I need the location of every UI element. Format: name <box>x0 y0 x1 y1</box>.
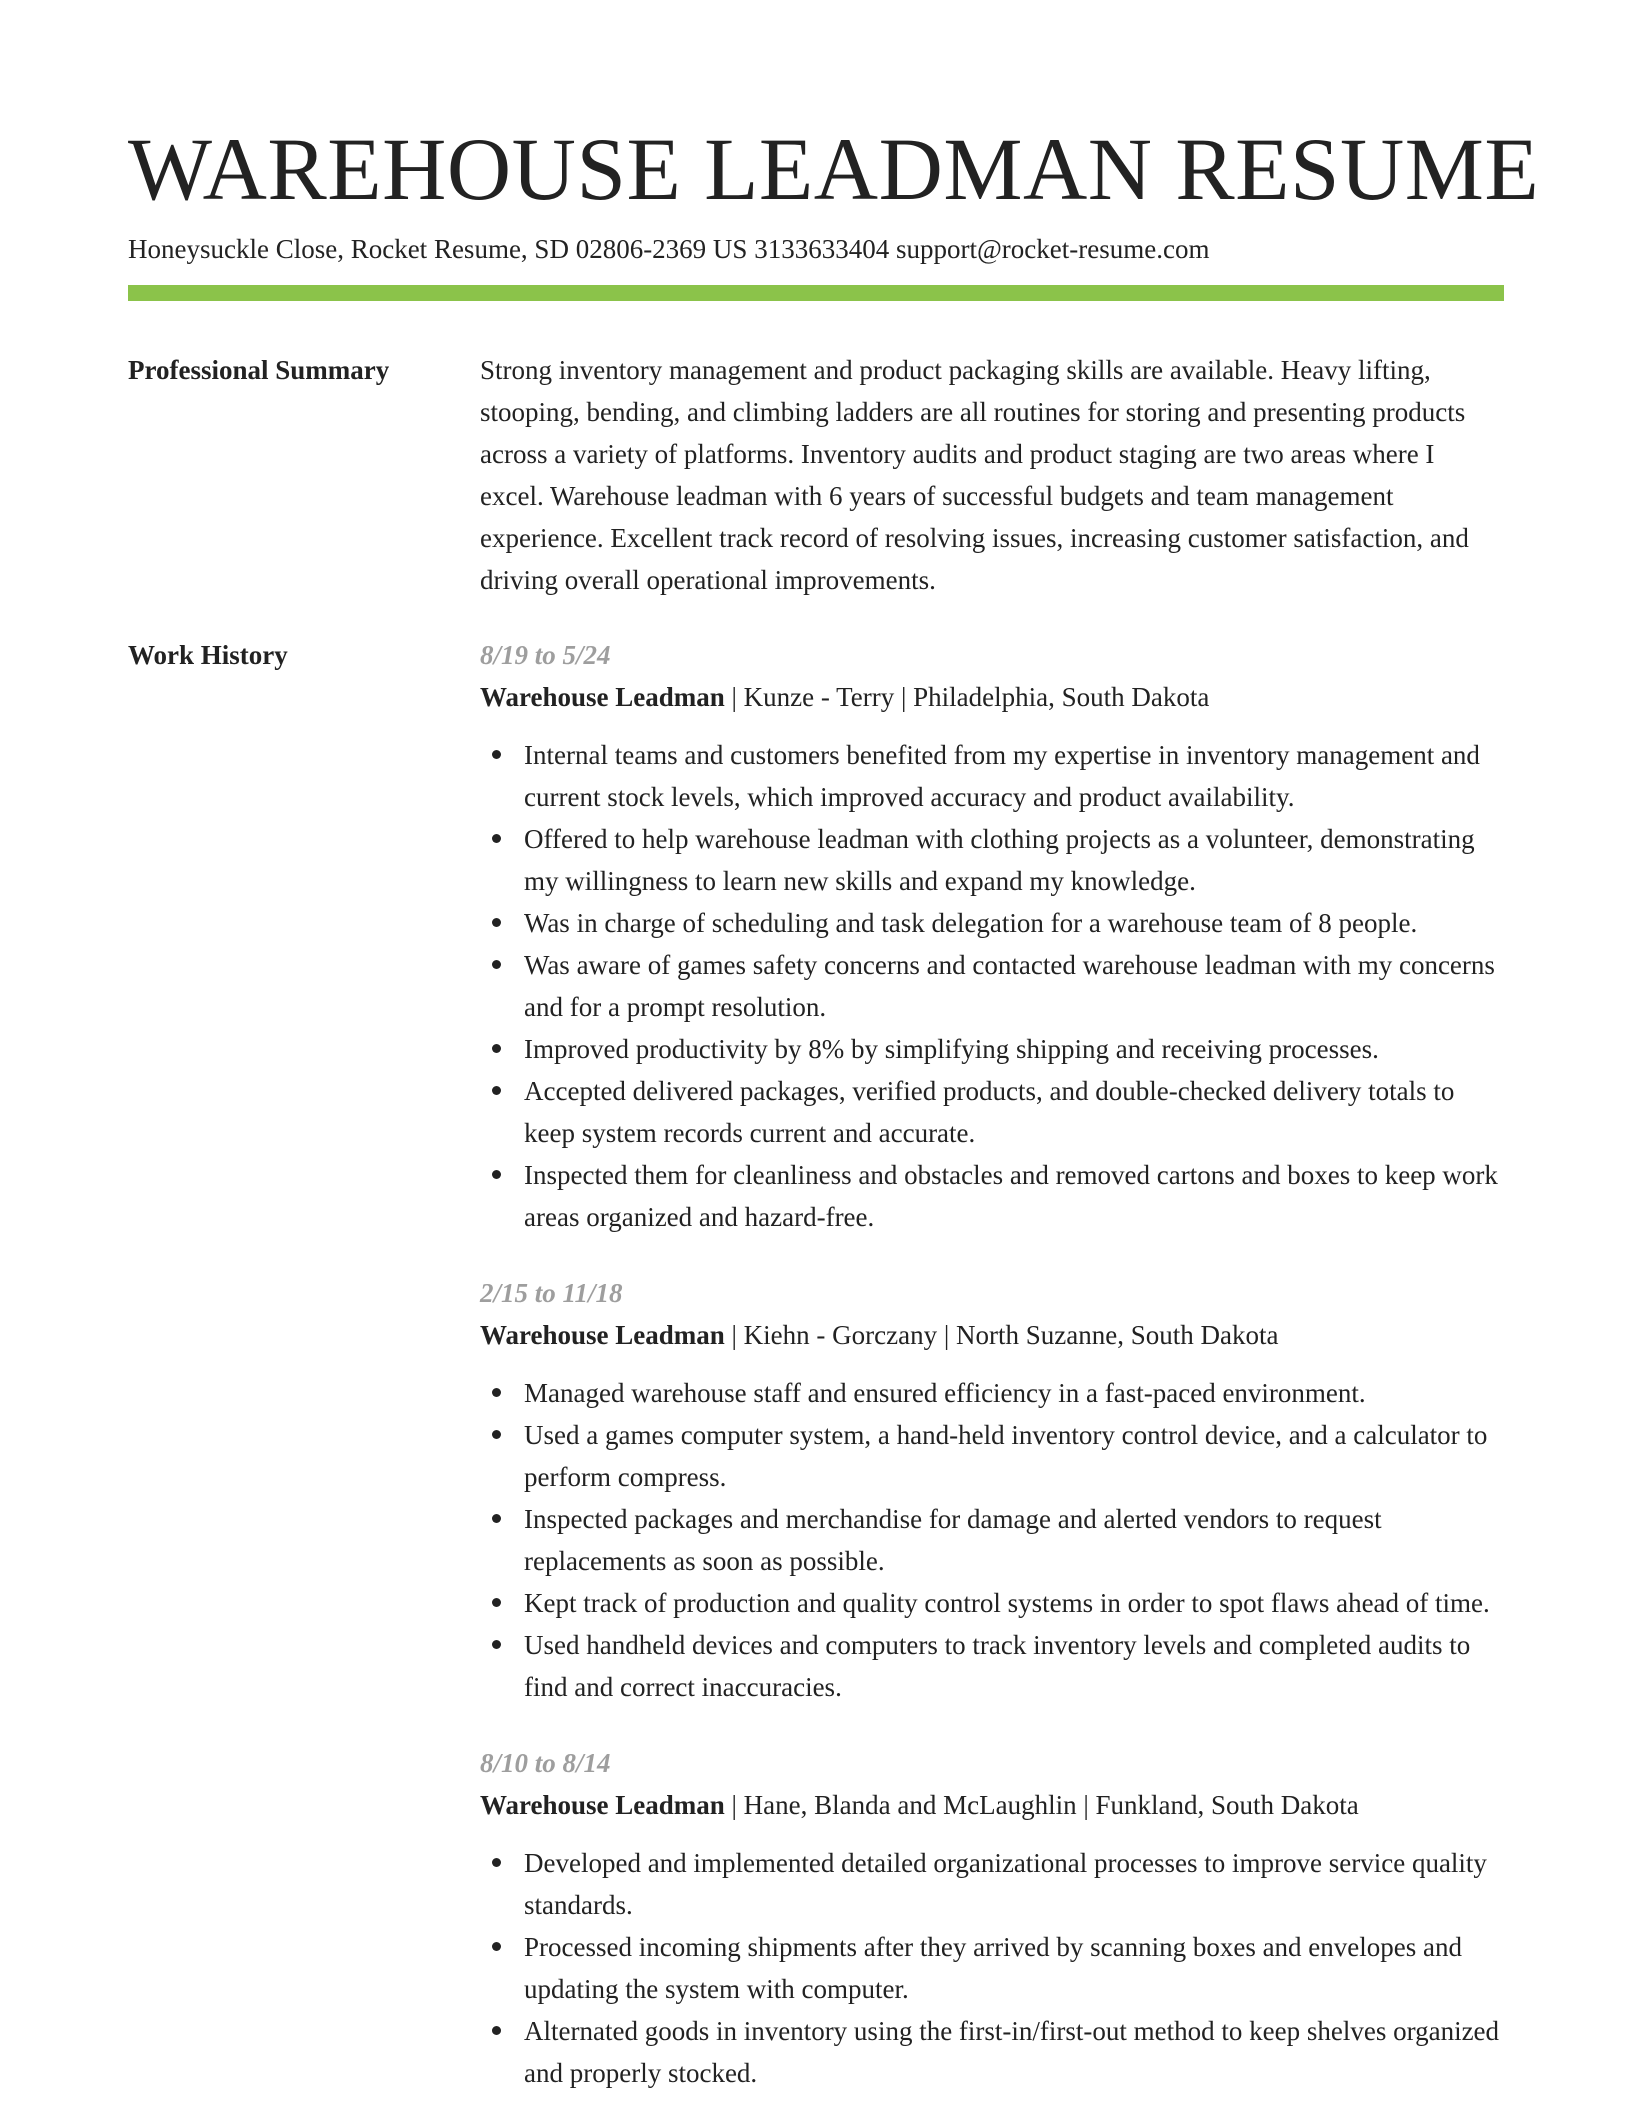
job-heading <box>480 1784 1504 1826</box>
list-item <box>524 1582 1504 1624</box>
bullet-icon <box>492 750 501 759</box>
bullet-text: Internal teams and customers benefited from my expertise in inventory management and current stock levels, which improved accuracy and product availability. <box>524 740 1480 812</box>
bullet-text: Improved productivity by 8% by simplifying shipping and receiving processes. <box>524 1034 1379 1064</box>
bullet-text: Used handheld devices and computers to track inventory levels and completed audits to find and correct inaccuracies. <box>524 1630 1471 1702</box>
job-title: Warehouse Leadman <box>480 1790 725 1820</box>
job-bullets <box>480 1372 1504 1708</box>
list-item <box>524 1154 1504 1238</box>
job-dates: 2/15 to 11/18 <box>480 1278 623 1308</box>
bullet-icon <box>492 1640 501 1649</box>
bullet-text: Inspected packages and merchandise for damage and alerted vendors to request replacements as soon as possible. <box>524 1504 1382 1576</box>
bullet-icon <box>492 918 501 927</box>
section-label-summary: Professional Summary <box>128 355 390 385</box>
bullet-icon <box>492 1942 501 1951</box>
summary-text: Strong inventory management and product packaging skills are available. Heavy lifting, stooping, bending, and climbing ladders are all routines for storing and presenting products across a variety of platforms. Inventory audits and product staging are two areas where I excel. Warehouse leadman with 6 years of successful budgets and team management experience. Excellent track record of resolving issues, increasing customer satisfaction, and driving overall operational improvements. <box>480 355 1469 595</box>
list-item <box>524 818 1504 902</box>
bullet-text: Accepted delivered packages, verified products, and double-checked delivery totals to keep system records current and accurate. <box>524 1076 1455 1148</box>
job-bullets <box>480 734 1504 1238</box>
job-title: Warehouse Leadman <box>480 682 725 712</box>
bullet-text: Managed warehouse staff and ensured efficiency in a fast-paced environment. <box>524 1378 1366 1408</box>
bullet-icon <box>492 2026 501 2035</box>
bullet-icon <box>492 1086 501 1095</box>
bullet-text: Inspected them for cleanliness and obstacles and removed cartons and boxes to keep work areas organized and hazard-free. <box>524 1160 1498 1232</box>
list-item <box>524 1498 1504 1582</box>
bullet-icon <box>492 1858 501 1867</box>
list-item <box>524 902 1504 944</box>
accent-divider <box>128 285 1504 301</box>
bullet-icon <box>492 960 501 969</box>
section-label-work-history: Work History <box>128 640 288 670</box>
job-heading <box>480 1314 1504 1356</box>
job-dates: 8/10 to 8/14 <box>480 1748 611 1778</box>
bullet-text: Offered to help warehouse leadman with clothing projects as a volunteer, demonstrating my willingness to learn new skills and expand my knowledge. <box>524 824 1475 896</box>
list-item <box>524 1926 1504 2010</box>
list-item <box>524 1070 1504 1154</box>
job-details: | Hane, Blanda and McLaughlin | Funkland, South Dakota <box>724 1790 1359 1820</box>
list-item <box>524 2010 1504 2094</box>
job-title: Warehouse Leadman <box>480 1320 725 1350</box>
work-history-section <box>480 634 1504 2128</box>
job-bullets <box>480 1842 1504 2094</box>
bullet-text: Used a games computer system, a hand-held inventory control device, and a calculator to perform compress. <box>524 1420 1488 1492</box>
resume-title: WAREHOUSE LEADMAN RESUME <box>128 121 1540 219</box>
list-item <box>524 734 1504 818</box>
list-item <box>524 1028 1504 1070</box>
bullet-icon <box>492 1170 501 1179</box>
bullet-text: Alternated goods in inventory using the first-in/first-out method to keep shelves organized and properly stocked. <box>524 2016 1500 2088</box>
summary-section <box>480 349 1504 601</box>
bullet-icon <box>492 1044 501 1053</box>
bullet-text: Was aware of games safety concerns and contacted warehouse leadman with my concerns and for a prompt resolution. <box>524 950 1495 1022</box>
bullet-icon <box>492 1598 501 1607</box>
job-details: | Kunze - Terry | Philadelphia, South Dakota <box>724 682 1210 712</box>
job-dates: 8/19 to 5/24 <box>480 640 611 670</box>
list-item <box>524 1842 1504 1926</box>
bullet-icon <box>492 1388 501 1397</box>
bullet-icon <box>492 1514 501 1523</box>
bullet-text: Kept track of production and quality control systems in order to spot flaws ahead of time. <box>524 1588 1490 1618</box>
contact-line: Honeysuckle Close, Rocket Resume, SD 02806-2369 US 3133633404 support@rocket-resume.com <box>128 234 1210 264</box>
job-entry <box>480 1272 1504 1708</box>
bullet-icon <box>492 834 501 843</box>
job-details: | Kiehn - Gorczany | North Suzanne, South Dakota <box>724 1320 1279 1350</box>
bullet-icon <box>492 1430 501 1439</box>
list-item <box>524 1414 1504 1498</box>
list-item <box>524 944 1504 1028</box>
list-item <box>524 1624 1504 1708</box>
job-heading <box>480 676 1504 718</box>
bullet-text: Developed and implemented detailed organizational processes to improve service quality standards. <box>524 1848 1487 1920</box>
job-entry <box>480 1742 1504 2094</box>
job-entry <box>480 634 1504 1238</box>
bullet-text: Processed incoming shipments after they arrived by scanning boxes and envelopes and updating the system with computer. <box>524 1932 1462 2004</box>
list-item <box>524 1372 1504 1414</box>
bullet-text: Was in charge of scheduling and task delegation for a warehouse team of 8 people. <box>524 908 1418 938</box>
